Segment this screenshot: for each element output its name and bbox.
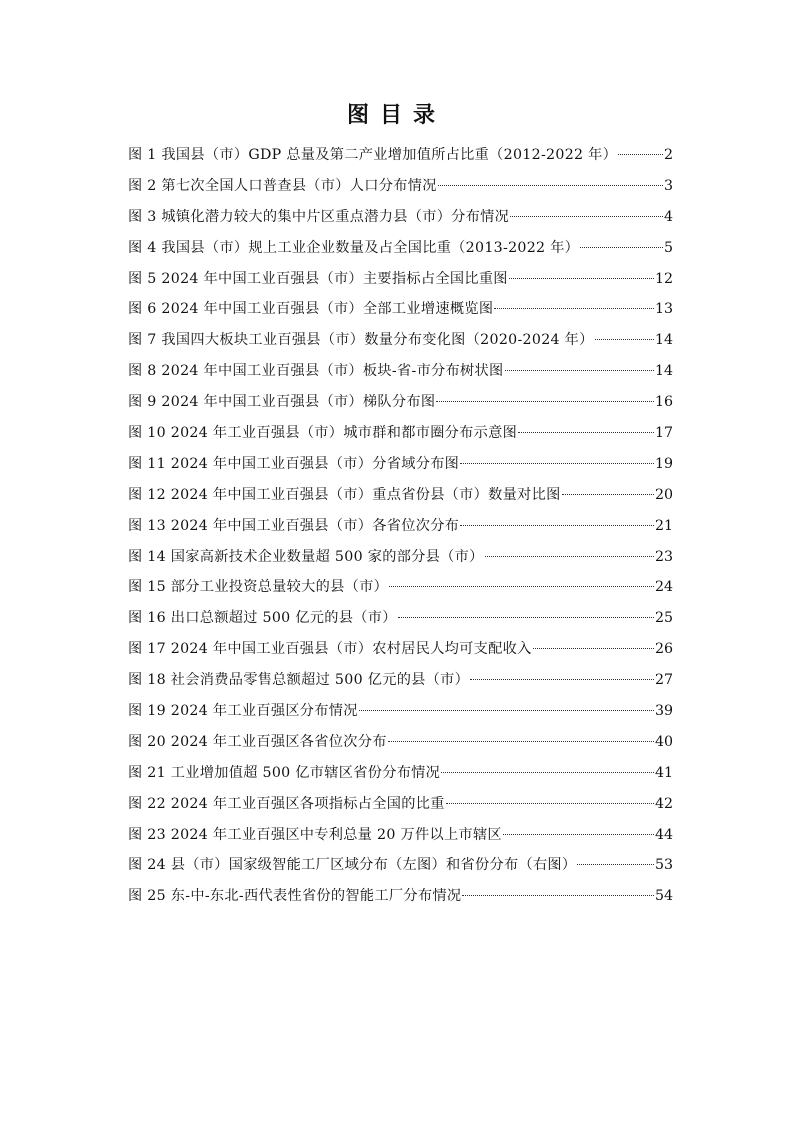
toc-entry-label: 图 23 2024 年工业百强区中专利总量 20 万件以上市辖区 [128, 826, 502, 843]
toc-entry-label: 图 24 县（市）国家级智能工厂区域分布（左图）和省份分布（右图） [128, 857, 577, 874]
toc-entry[interactable] [128, 418, 673, 449]
toc-entry-label: 图 16 出口总额超过 500 亿元的县（市） [128, 610, 397, 627]
toc-entry[interactable] [128, 233, 673, 264]
toc-entry-label: 图 9 2024 年中国工业百强县（市）梯队分布图 [128, 394, 436, 411]
dot-leader [470, 679, 654, 680]
toc-entry-page: 14 [654, 332, 673, 349]
toc-entry-label: 图 7 我国四大板块工业百强县（市）数量分布变化图（2020-2024 年） [128, 332, 594, 349]
toc-entry-page: 16 [654, 394, 673, 411]
toc-entry-page: 24 [654, 579, 673, 596]
toc-entry-label: 图 14 国家高新技术企业数量超 500 家的部分县（市） [128, 548, 484, 565]
dot-leader [509, 278, 654, 279]
toc-entry-label: 图 17 2024 年中国工业百强县（市）农村居民人均可支配收入 [128, 641, 532, 658]
toc-entry-label: 图 15 部分工业投资总量较大的县（市） [128, 579, 389, 596]
toc-entry[interactable] [128, 356, 673, 387]
toc-entry-page: 23 [654, 548, 673, 565]
toc-entry[interactable] [128, 758, 673, 789]
toc-entry[interactable] [128, 449, 673, 480]
toc-entry[interactable] [128, 542, 673, 573]
toc-entry[interactable] [128, 850, 673, 881]
toc-entry[interactable] [128, 480, 673, 511]
toc-entry-label: 图 25 东-中-东北-西代表性省份的智能工厂分布情况 [128, 888, 462, 905]
toc-entry-page: 5 [663, 239, 673, 256]
toc-entry-page: 25 [654, 610, 673, 627]
toc-entry-label: 图 20 2024 年工业百强区各省位次分布 [128, 733, 387, 750]
dot-leader [485, 556, 654, 557]
toc-entry-page: 2 [663, 147, 673, 163]
toc-entry-page: 13 [654, 301, 673, 318]
toc-entry-page: 40 [654, 733, 673, 750]
toc-entry[interactable] [128, 511, 673, 542]
page-title: 图目录 [346, 103, 446, 128]
toc-entry-page: 39 [654, 703, 673, 720]
toc-entry[interactable] [128, 634, 673, 665]
dot-leader [505, 370, 654, 371]
toc-entry[interactable] [128, 696, 673, 727]
toc-entry-page: 44 [654, 826, 673, 843]
toc-entry[interactable] [128, 171, 673, 202]
toc-entry-page: 54 [654, 888, 673, 905]
toc-entry-page: 53 [654, 857, 673, 874]
dot-leader [441, 772, 654, 773]
toc-entry-page: 3 [663, 177, 673, 194]
toc-entry[interactable] [128, 727, 673, 758]
toc-entry[interactable] [128, 325, 673, 356]
toc-entry-page: 17 [654, 425, 673, 442]
toc-entry-label: 图 8 2024 年中国工业百强县（市）板块-省-市分布树状图 [128, 363, 504, 380]
toc-entry-label: 图 12 2024 年中国工业百强县（市）重点省份县（市）数量对比图 [128, 486, 561, 503]
toc-entry[interactable] [128, 820, 673, 851]
toc-entry[interactable] [128, 665, 673, 696]
toc-entry-label: 图 6 2024 年中国工业百强县（市）全部工业增速概览图 [128, 301, 494, 318]
dot-leader [460, 525, 654, 526]
toc-entry-label: 图 13 2024 年中国工业百强县（市）各省位次分布 [128, 517, 460, 534]
dot-leader [618, 154, 663, 155]
figure-toc-list [128, 140, 673, 912]
toc-entry-page: 4 [663, 208, 673, 225]
toc-entry-page: 27 [654, 672, 673, 689]
dot-leader [580, 247, 663, 248]
toc-entry[interactable] [128, 572, 673, 603]
dot-leader [389, 586, 654, 587]
toc-entry-page: 26 [654, 641, 673, 658]
dot-leader [533, 648, 654, 649]
toc-entry-label: 图 11 2024 年中国工业百强县（市）分省域分布图 [128, 455, 460, 472]
dot-leader [577, 864, 654, 865]
toc-entry[interactable] [128, 140, 673, 171]
toc-entry-page: 41 [654, 764, 673, 781]
toc-entry-label: 图 3 城镇化潜力较大的集中片区重点潜力县（市）分布情况 [128, 208, 510, 225]
toc-entry-label: 图 1 我国县（市）GDP 总量及第二产业增加值所占比重（2012-2022 年） [128, 147, 618, 163]
toc-entry-label: 图 19 2024 年工业百强区分布情况 [128, 703, 358, 720]
toc-entry[interactable] [128, 387, 673, 418]
toc-entry[interactable] [128, 264, 673, 295]
toc-entry-label: 图 21 工业增加值超 500 亿市辖区省份分布情况 [128, 764, 441, 781]
toc-entry[interactable] [128, 202, 673, 233]
toc-entry-label: 图 22 2024 年工业百强区各项指标占全国的比重 [128, 795, 445, 812]
toc-entry[interactable] [128, 789, 673, 820]
dot-leader [398, 617, 654, 618]
toc-entry-page: 42 [654, 795, 673, 812]
toc-entry-label: 图 5 2024 年中国工业百强县（市）主要指标占全国比重图 [128, 270, 508, 287]
dot-leader [518, 432, 654, 433]
dot-leader [436, 401, 654, 402]
dot-leader [438, 185, 663, 186]
dot-leader [446, 803, 654, 804]
dot-leader [562, 494, 654, 495]
toc-entry-page: 12 [654, 270, 673, 287]
toc-entry[interactable] [128, 603, 673, 634]
toc-entry[interactable] [128, 294, 673, 325]
toc-entry-label: 图 2 第七次全国人口普查县（市）人口分布情况 [128, 177, 437, 194]
toc-entry-page: 19 [654, 455, 673, 472]
dot-leader [388, 741, 654, 742]
toc-entry-label: 图 10 2024 年工业百强县（市）城市群和都市圈分布示意图 [128, 425, 518, 442]
dot-leader [510, 216, 663, 217]
toc-entry-page: 21 [654, 517, 673, 534]
dot-leader [494, 308, 654, 309]
dot-leader [503, 834, 654, 835]
toc-entry-label: 图 18 社会消费品零售总额超过 500 亿元的县（市） [128, 672, 470, 689]
toc-entry[interactable] [128, 881, 673, 912]
dot-leader [595, 339, 654, 340]
dot-leader [460, 463, 654, 464]
dot-leader [359, 710, 654, 711]
toc-entry-label: 图 4 我国县（市）规上工业企业数量及占全国比重（2013-2022 年） [128, 239, 580, 256]
toc-entry-page: 14 [654, 363, 673, 380]
dot-leader [462, 895, 654, 896]
toc-entry-page: 20 [654, 486, 673, 503]
